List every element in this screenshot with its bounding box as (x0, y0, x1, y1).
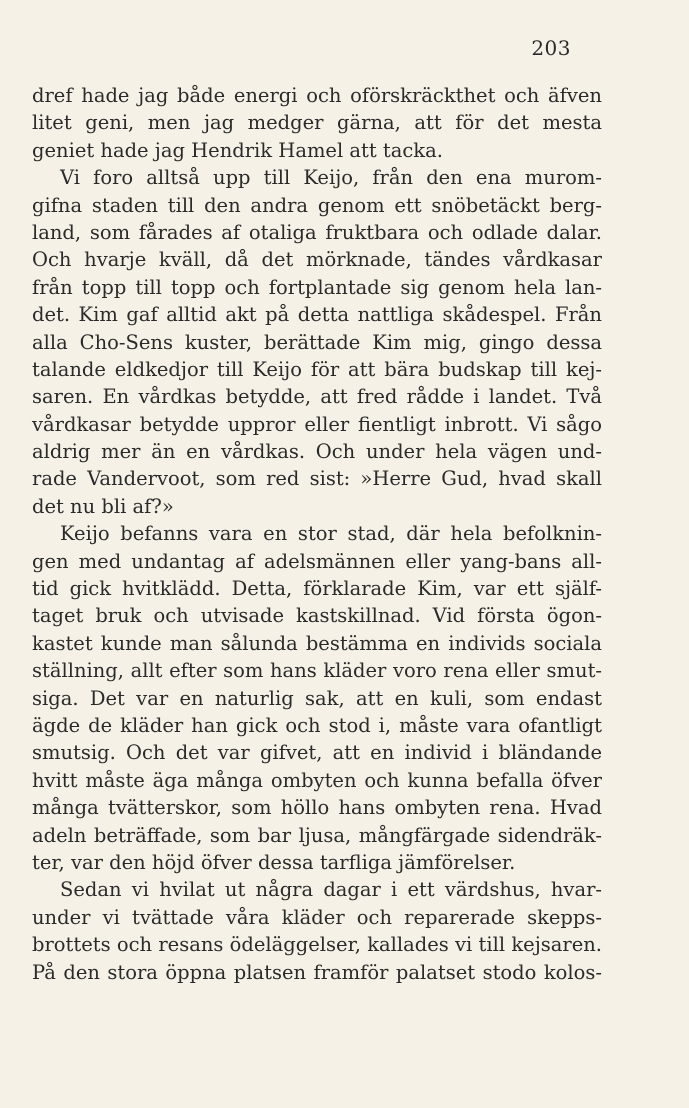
text-line: adeln beträffade, som bar ljusa, mångfärgade sidendräk- (32, 823, 602, 847)
text-line: det. Kim gaf alltid akt på detta nattliga skådespel. Från (32, 303, 602, 327)
page-number: 203 (531, 36, 571, 60)
text-line: talande eldkedjor till Keijo för att bära budskap till kej- (32, 357, 602, 381)
text-line: rade Vandervoot, som red sist: »Herre Gud, hvad skall (32, 467, 602, 491)
text-line: aldrig mer än en vårdkas. Och under hela vägen und- (32, 440, 602, 464)
text-line: ställning, allt efter som hans kläder voro rena eller smut- (32, 659, 602, 683)
text-line: På den stora öppna platsen framför palatset stodo kolos- (32, 960, 602, 984)
text-line: kastet kunde man sålunda bestämma en individs sociala (32, 631, 602, 655)
text-line: land, som fårades af otaliga fruktbara och odlade dalar. (32, 220, 602, 244)
text-line: från topp till topp och fortplantade sig genom hela lan- (32, 275, 602, 299)
text-line: siga. Det var en naturlig sak, att en kuli, som endast (32, 686, 602, 710)
text-line: smutsig. Och det var gifvet, att en individ i bländande (32, 741, 602, 765)
text-line: gen med undantag af adelsmännen eller yang-bans all- (32, 549, 602, 573)
text-line: många tvätterskor, som höllo hans ombyten rena. Hvad (32, 796, 602, 820)
text-line: taget bruk och utvisade kastskillnad. Vid första ögon- (32, 604, 602, 628)
text-line: geniet hade jag Hendrik Hamel att tacka. (32, 138, 443, 162)
text-line: Vi foro alltså upp till Keijo, från den ena murom- (60, 166, 602, 190)
text-line: litet geni, men jag medger gärna, att för det mesta (32, 111, 602, 135)
text-line: hvitt måste äga många ombyten och kunna befalla öfver (32, 768, 602, 792)
text-line: gifna staden till den andra genom ett snöbetäckt berg- (32, 193, 602, 217)
text-line: Keijo befanns vara en stor stad, där hela befolknin- (60, 522, 602, 546)
body-text (32, 82, 602, 986)
text-line: brottets och resans ödeläggelser, kallades vi till kejsaren. (32, 933, 602, 957)
text-line: Sedan vi hvilat ut några dagar i ett värdshus, hvar- (60, 878, 602, 902)
text-line: dref hade jag både energi och oförskräckthet och äfven (32, 84, 602, 107)
text-line: alla Cho-Sens kuster, berättade Kim mig, gingo dessa (32, 330, 602, 354)
text-line: under vi tvättade våra kläder och reparerade skepps- (32, 905, 602, 929)
text-line: det nu bli af?» (32, 494, 174, 518)
text-line: ägde de kläder han gick och stod i, måste vara ofantligt (32, 713, 602, 737)
text-line: saren. En vårdkas betydde, att fred rådde i landet. Två (32, 385, 602, 409)
text-line: vårdkasar betydde uppror eller fientligt inbrott. Vi sågo (32, 412, 602, 436)
text-line: Och hvarje kväll, då det mörknade, tändes vårdkasar (32, 248, 602, 272)
text-line: tid gick hvitklädd. Detta, förklarade Kim, var ett själf- (32, 577, 602, 601)
text-line: ter, var den höjd öfver dessa tarfliga jämförelser. (32, 850, 516, 874)
